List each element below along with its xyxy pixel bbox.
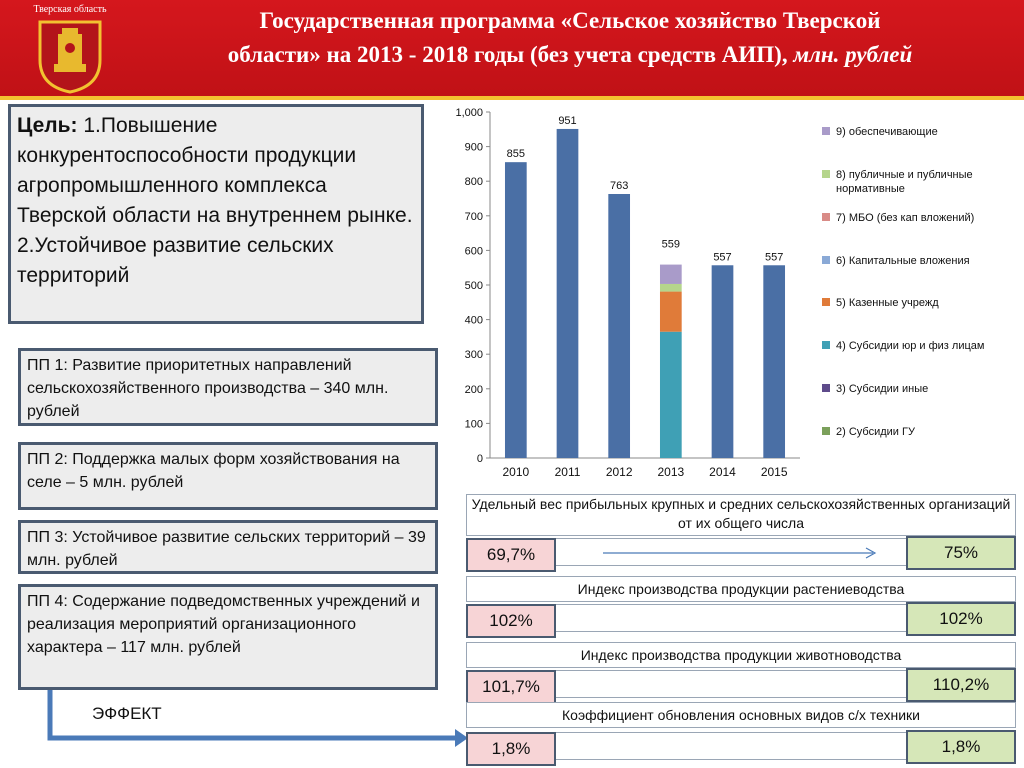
y-tick-label: 500 [464,280,483,292]
legend-label: 8) публичные и публичные [836,169,973,181]
bar-segment [660,284,682,292]
legend-swatch [822,256,830,264]
data-label: 951 [558,114,577,127]
legend-swatch [822,170,830,178]
x-tick-label: 2014 [709,465,736,479]
legend-label: 9) обеспечивающие [836,126,938,138]
subprogram-1: ПП 1: Развитие приоритетных направлений сельскохозяйственного производства – 340 млн. рублей [18,348,438,426]
subprogram-2: ПП 2: Поддержка малых форм хозяйствования на селе – 5 млн. рублей [18,442,438,510]
trend-arrow-icon [553,539,909,565]
budget-bar-chart [440,104,1024,488]
indicator-2-bar [552,604,910,632]
legend-swatch [822,341,830,349]
indicator-1-title: Удельный вес прибыльных крупных и средних сельскохозяйственных организаций от их общего числа [466,494,1016,536]
indicator-4-to: 1,8% [906,730,1016,764]
y-tick-label: 100 [464,418,483,431]
bar-segment [660,292,682,332]
bar-segment [505,162,527,458]
legend-label: 5) Казенные учрежд [836,297,939,309]
legend-swatch [822,298,830,306]
y-tick-label: 200 [464,383,483,396]
bar-segment [557,129,579,458]
indicator-3-title: Индекс производства продукции животноводства [466,642,1016,668]
legend-swatch [822,127,830,135]
y-tick-label: 900 [464,141,483,154]
x-tick-label: 2015 [760,465,788,479]
bar-segment [660,265,682,284]
bar-segment [660,332,682,458]
indicator-2-from: 102% [466,604,556,638]
legend-label: 6) Капитальные вложения [836,255,970,267]
x-tick-label: 2011 [554,465,581,479]
indicator-1-to: 75% [906,536,1016,570]
bar-segment [712,265,734,458]
indicator-2-to: 102% [906,602,1016,636]
legend-label-cont: нормативные [836,183,905,195]
x-tick-label: 2012 [605,465,633,479]
y-tick-label: 300 [464,349,483,362]
y-tick-label: 600 [464,245,483,258]
goal-item-2: 2.Устойчивое развитие сельских территорий [17,234,334,287]
data-label: 763 [609,180,629,193]
y-tick-label: 400 [464,314,483,327]
region-label: Тверская область [33,4,107,15]
legend-label: 7) МБО (без кап вложений) [836,212,975,224]
effect-arrow [0,0,480,768]
subprogram-3: ПП 3: Устойчивое развитие сельских территорий – 39 млн. рублей [18,520,438,574]
indicator-3-to: 110,2% [906,668,1016,702]
effect-label: ЭФФЕКТ [92,704,162,723]
indicator-4-from: 1,8% [466,732,556,766]
legend-label: 2) Субсидии ГУ [836,426,915,438]
legend-swatch [822,213,830,221]
indicator-1-from: 69,7% [466,538,556,572]
data-label: 855 [506,148,526,161]
indicator-3-bar [552,670,910,698]
title-line-1: Государственная программа «Сельское хозяйство Тверской [259,8,881,33]
title-line-2-text: области» на 2013 - 2018 годы (без учета средств АИП), [227,42,788,67]
legend-label: 3) Субсидии иные [836,383,929,395]
x-tick-label: 2013 [657,465,685,479]
legend-swatch [822,384,830,392]
x-tick-label: 2010 [502,465,530,479]
bar-segment [763,265,785,458]
goal-label: Цель: [17,114,78,137]
legend-swatch [822,427,830,435]
subprogram-4: ПП 4: Содержание подведомственных учреждений и реализация мероприятий организационного характера – 117 млн. рублей [18,584,438,690]
indicator-3-from: 101,7% [466,670,556,704]
y-tick-label: 800 [464,176,483,189]
indicator-4-bar [552,732,910,760]
data-label: 557 [764,251,784,264]
y-tick-label: 0 [476,453,483,465]
y-tick-label: 1,000 [455,107,483,119]
legend-label: 4) Субсидии юр и физ лицам [836,340,985,352]
goal-item-1: 1.Повышение конкурентоспособности продукции агропромышленного комплекса Тверской области на внутреннем рынке. [17,114,413,227]
indicator-1-bar [552,538,910,566]
data-label: 559 [661,238,681,251]
title-units: млн. рублей [793,42,913,67]
y-tick-label: 700 [464,210,483,223]
bar-segment [608,194,630,458]
data-label: 557 [713,251,732,264]
indicator-4-title: Коэффициент обновления основных видов с/х техники [466,702,1016,728]
indicator-2-title: Индекс производства продукции растениеводства [466,576,1016,602]
